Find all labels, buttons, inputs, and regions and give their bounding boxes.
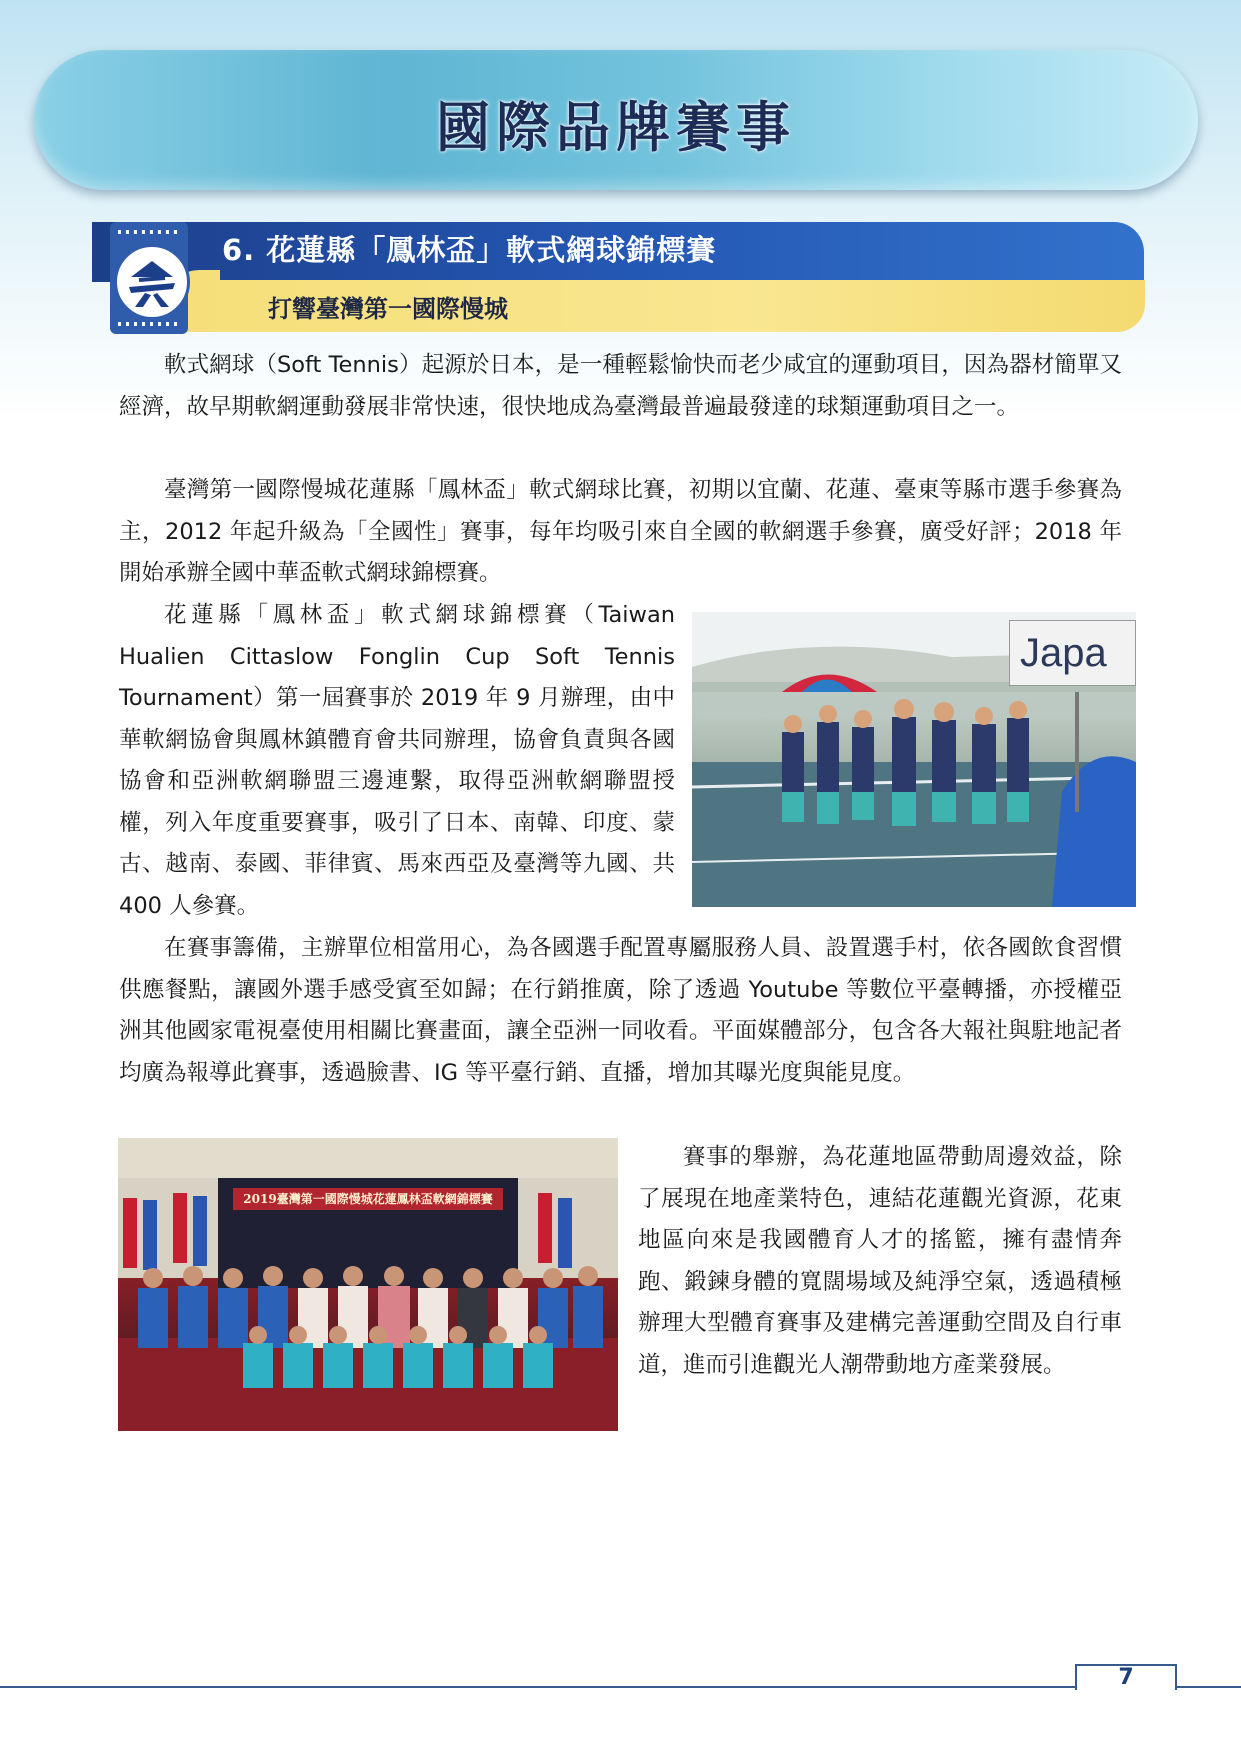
section-subtitle: 打響臺灣第一國際慢城 (268, 295, 508, 323)
section-title: 6. 花蓮縣「鳳林盃」軟式網球錦標賽 (222, 233, 717, 267)
photo-tennis-players (692, 612, 1136, 907)
badge-dots-top (118, 230, 180, 234)
page-number: 7 (1118, 1665, 1134, 1690)
ceremony-banner-sign: 2019臺灣第一國際慢城花蓮鳳林盃軟網錦標賽 (233, 1188, 503, 1210)
badge-dots-bottom (118, 322, 180, 326)
paragraph-organization: 在賽事籌備，主辦單位相當用心，為各國選手配置專屬服務人員、設置選手村，依各國飲食習慣供應餐點，讓國外選手感受賓至如歸；在行銷推廣，除了透過 Youtube 等數位平臺轉播，亦授權亞洲其他國家電視臺使用相關比賽畫面，讓全亞洲一同收看。平面媒體部分，包含各大報社與駐地記者均廣為報導此賽事，透過臉書、IG 等平臺行銷、直播，增加其曝光度與能見度。 (119, 935, 1122, 1086)
paragraph-benefits: 賽事的舉辦，為花蓮地區帶動周邊效益，除了展現在地產業特色，連結花蓮觀光資源，花東地區向來是我國體育人才的搖籃，擁有盡情奔跑、鍛鍊身體的寬闊場域及純淨空氣，透過積極辦理大型體育賽事及建構完善運動空間及自行車道，進而引進觀光人潮帶動地方產業發展。 (638, 1144, 1122, 1378)
sports-logo-icon (114, 244, 190, 320)
section-badge (110, 222, 188, 334)
page-title: 國際品牌賽事 (436, 95, 796, 159)
paragraph-intro: 軟式網球（Soft Tennis）起源於日本，是一種輕鬆愉快而老少咸宜的運動項目，因為器材簡單又經濟，故早期軟網運動發展非常快速，很快地成為臺灣最普遍最發達的球類運動項目之一。 (119, 352, 1122, 420)
paragraph-tournament: 花蓮縣「鳳林盃」軟式網球錦標賽（Taiwan Hualien Cittaslow Fonglin Cup Soft Tennis Tournament）第一屆賽事於 2019 年 9 月辦理，由中華軟網協會與鳳林鎮體育會共同辦理，協會負責與各國協會和亞洲軟網聯盟三邊連繫，取得亞洲軟網聯盟授權，列入年度重要賽事，吸引了日本、南韓、印度、蒙古、越南、泰國、菲律賓、馬來西亞及臺灣等九國、共 400 人參賽。 (119, 602, 675, 919)
paragraph-history: 臺灣第一國際慢城花蓮縣「鳳林盃」軟式網球比賽，初期以宜蘭、花蓮、臺東等縣市選手參賽為主，2012 年起升級為「全國性」賽事，每年均吸引來自全國的軟網選手參賽，廣受好評；2018 年開始承辦全國中華盃軟式網球錦標賽。 (119, 477, 1122, 586)
photo-group-ceremony (118, 1138, 618, 1431)
footer-rule (0, 1686, 1241, 1688)
japan-sign: Japa (1009, 620, 1136, 686)
